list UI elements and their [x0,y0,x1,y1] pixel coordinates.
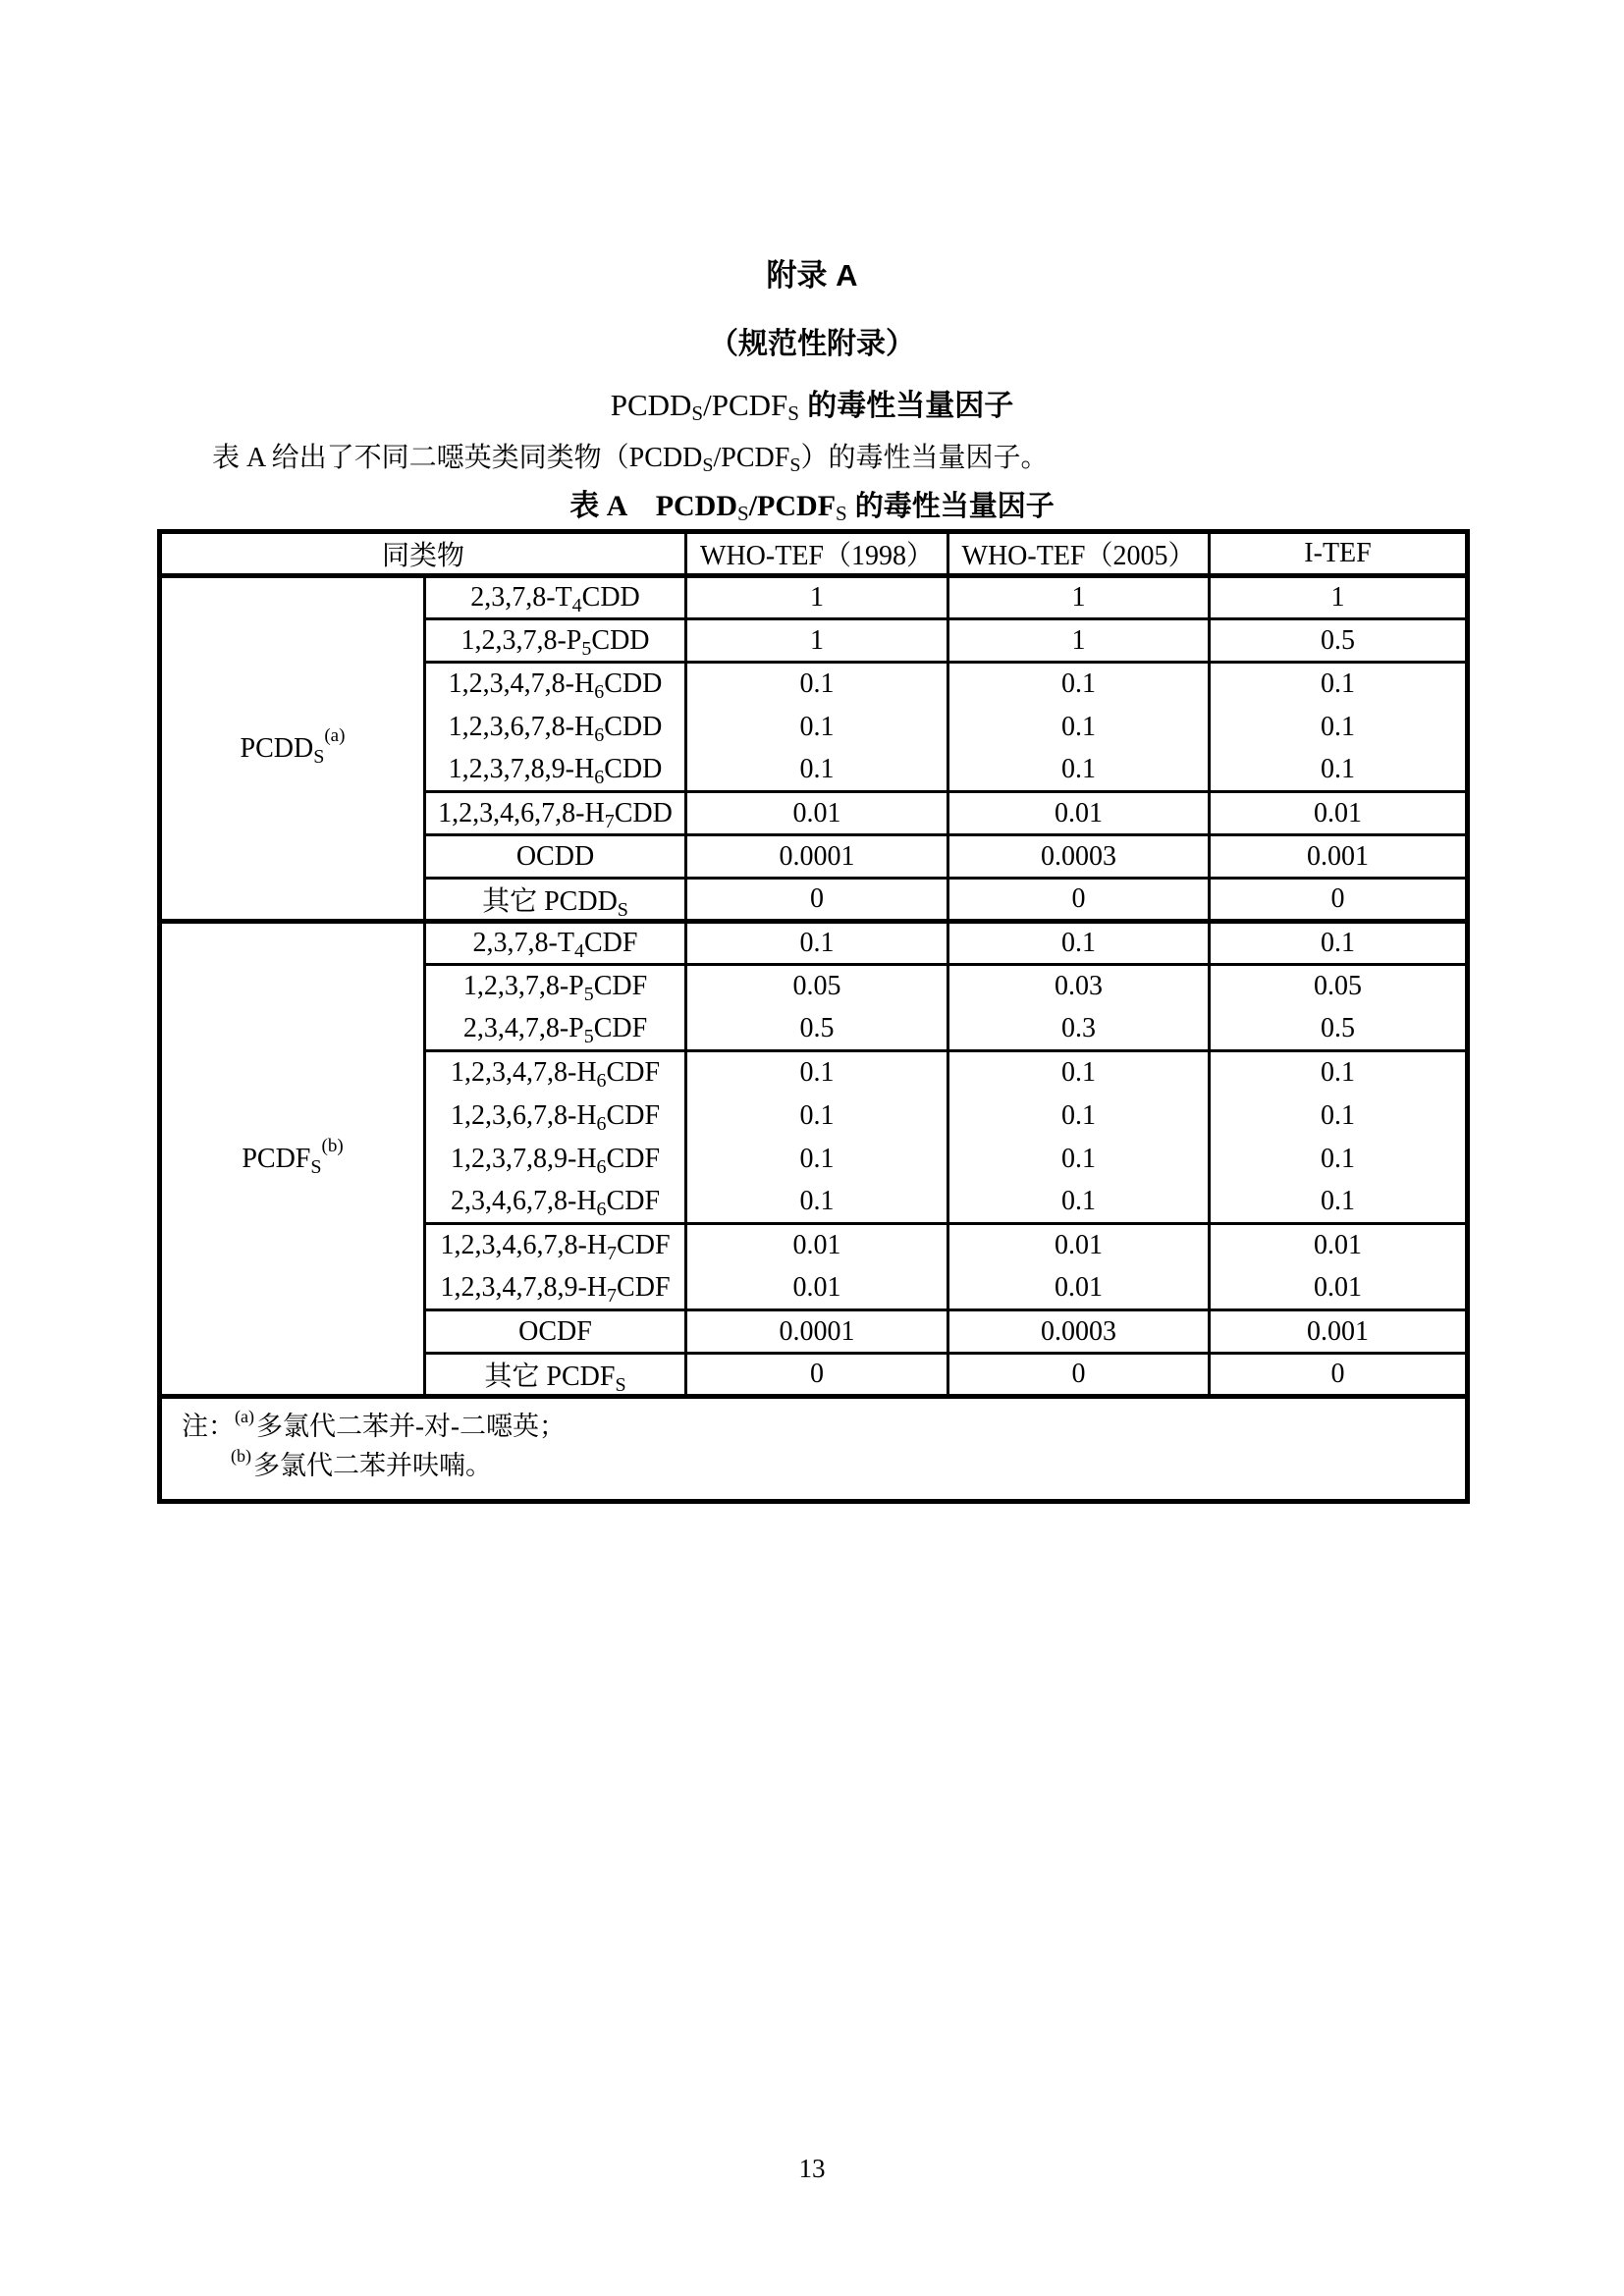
tef-value-cell: 0 [948,1354,1210,1397]
subscript: S [787,401,799,425]
congener-cell [425,1267,686,1310]
congener-sub: 6 [594,766,605,788]
congener-cell [425,663,686,706]
caption-latin: 表 A PCDD [569,490,738,522]
subscript: S [691,401,704,425]
congener-sub: 7 [607,1243,618,1265]
tef-value-cell: 0.01 [1210,1224,1468,1267]
congener-pre: 1,2,3,7,8,9-H [448,753,595,784]
congener-cell [425,922,686,965]
tef-value-cell: 1 [686,576,948,619]
tef-value-cell: 0.1 [686,1095,948,1138]
table-row [160,576,1468,619]
tef-value-cell: 0.1 [1210,749,1468,792]
footnote-marker-a: (a) [324,724,346,746]
tef-value-cell: 0.01 [948,792,1210,835]
group-base: PCDF [242,1143,311,1174]
congener-cell [425,749,686,792]
congener-post: CDD [614,797,673,828]
congener-cell [425,1095,686,1138]
tef-value-cell: 0.001 [1210,835,1468,879]
congener-cell [425,619,686,663]
subscript: S [836,502,847,525]
congener-post: CDD [581,582,640,613]
footnote-b [182,1446,1455,1485]
congener-post: CDF [606,1099,661,1131]
table-header-row [160,532,1468,576]
tef-value-cell: 1 [948,576,1210,619]
footnote-a [182,1407,1455,1446]
congener-post: CDD [604,711,663,742]
congener-sub: 5 [583,984,594,1006]
congener-sub: 5 [583,1025,594,1047]
congener-cell [425,1138,686,1181]
tef-value-cell: 0 [686,1354,948,1397]
congener-sub: S [615,1374,626,1396]
congener-post: CDF [617,1271,671,1303]
subscript: S [737,502,749,525]
tef-value-cell: 0.5 [686,1008,948,1051]
tef-value-cell: 0.01 [1210,792,1468,835]
footnote-marker-a: (a) [235,1407,254,1426]
tef-value-cell: 0.1 [1210,663,1468,706]
congener-post: CDF [593,971,648,1002]
table-note [162,1399,1465,1499]
tef-value-cell: 0.1 [686,1181,948,1224]
congener-post: CDF [606,1057,661,1089]
congener-post: CDF [593,1012,648,1043]
congener-post: CDD [604,753,663,784]
tef-value-cell: 0.001 [1210,1310,1468,1354]
congener-pre: 2,3,4,6,7,8-H [451,1185,597,1216]
congener-post: CDF [606,1185,661,1216]
congener-pre: 1,2,3,4,7,8-H [448,668,595,700]
tef-value-cell: 0.1 [948,1051,1210,1095]
congener-pre: 1,2,3,7,8-P [460,624,582,656]
congener-post: CDD [591,624,650,656]
footnote-b-text: 多氯代二苯并呋喃。 [253,1451,492,1480]
paragraph-text: 表 A 给出了不同二噁英类同类物（PCDD [212,443,703,473]
tef-value-cell: 0.1 [686,922,948,965]
subscript: S [313,745,325,768]
congener-pre: 1,2,3,6,7,8-H [448,711,595,742]
congener-cell [425,792,686,835]
tef-value-cell: 0.03 [948,965,1210,1008]
appendix-title: 附录 A [766,258,858,293]
note-label: 注： [182,1412,235,1441]
tef-value-cell: 0.01 [948,1224,1210,1267]
tef-value-cell: 0.3 [948,1008,1210,1051]
tef-value-cell: 0.1 [948,663,1210,706]
section-title-latin: /PCDF [703,388,788,422]
table-row [160,922,1468,965]
tef-value-cell: 0.0003 [948,1310,1210,1354]
tef-value-cell: 0.1 [948,1095,1210,1138]
congener-cell [425,1008,686,1051]
tef-value-cell: 0.1 [1210,1138,1468,1181]
tef-value-cell: 0.0003 [948,835,1210,879]
tef-value-cell: 0.05 [1210,965,1468,1008]
congener-pre: 2,3,7,8-T [470,582,572,613]
congener-cell [425,879,686,922]
page-number: 13 [798,2154,826,2183]
congener-pre: OCDF [518,1315,592,1347]
congener-post: CDF [606,1143,661,1174]
header-who2005: WHO-TEF（2005） [948,532,1210,576]
congener-sub: 6 [596,1070,607,1093]
tef-value-cell: 0.1 [686,1138,948,1181]
section-title-cn: 的毒性当量因子 [798,390,1014,422]
tef-value-cell: 0 [948,879,1210,922]
congener-post: CDF [583,928,638,958]
congener-cell [425,706,686,749]
body-paragraph [157,442,1467,475]
congener-pre: 1,2,3,7,8,9-H [451,1143,597,1174]
footnote-a-text: 多氯代二苯并-对-二噁英； [255,1412,566,1441]
congener-sub: 4 [573,940,584,962]
group-label-pcdfs [160,922,425,1397]
congener-sub: 4 [571,595,582,616]
tef-value-cell: 0.1 [1210,1051,1468,1095]
congener-cell [425,1310,686,1354]
header-itef: I-TEF [1210,532,1468,576]
congener-sub: 7 [604,810,615,832]
congener-pre: 1,2,3,4,6,7,8-H [440,1230,608,1261]
congener-sub: S [617,899,628,921]
tef-value-cell: 0.01 [1210,1267,1468,1310]
congener-pre: OCDD [515,840,595,872]
tef-value-cell: 0.05 [686,965,948,1008]
congener-cell [425,1051,686,1095]
footnote-marker-b: (b) [231,1446,251,1466]
tef-value-cell: 0.1 [686,1051,948,1095]
tef-value-cell: 0.01 [686,792,948,835]
congener-cell [425,1354,686,1397]
tef-value-cell: 1 [1210,576,1468,619]
normative-subtitle: （规范性附录） [709,328,915,360]
congener-sub: 6 [594,723,605,746]
congener-pre: 2,3,7,8-T [472,928,574,958]
congener-pre: 1,2,3,7,8-P [462,971,584,1002]
paragraph-text: /PCDF [713,443,790,473]
subscript: S [310,1155,322,1178]
table-note-cell [160,1397,1468,1502]
table-caption [0,490,1624,523]
tef-value-cell: 0 [686,879,948,922]
caption-cn: 的毒性当量因子 [846,491,1055,522]
tef-value-cell: 0.1 [948,1138,1210,1181]
tef-value-cell: 0.1 [1210,1181,1468,1224]
congener-pre: 其它 PCDF [484,1362,616,1392]
congener-pre: 2,3,4,7,8-P [462,1012,584,1043]
congener-sub: 5 [581,637,592,660]
tef-value-cell: 0.1 [686,663,948,706]
congener-sub: 6 [594,681,605,704]
congener-cell [425,1181,686,1224]
congener-cell [425,835,686,879]
tef-value-cell: 0.1 [948,706,1210,749]
tef-value-cell: 0.0001 [686,1310,948,1354]
congener-post: CDD [604,668,663,700]
tef-value-cell: 0.1 [948,1181,1210,1224]
tef-value-cell: 0 [1210,879,1468,922]
section-title-latin: PCDD [610,388,692,422]
congener-sub: 7 [607,1284,618,1307]
group-base: PCDD [240,732,314,764]
congener-sub: 6 [596,1198,607,1220]
header-congener: 同类物 [160,532,686,576]
section-title [0,389,1624,423]
congener-sub: 6 [596,1155,607,1178]
tef-value-cell: 0.5 [1210,1008,1468,1051]
tef-value-cell: 0.1 [948,922,1210,965]
tef-value-cell: 1 [948,619,1210,663]
congener-cell [425,576,686,619]
congener-cell [425,965,686,1008]
tef-value-cell: 0.01 [686,1224,948,1267]
congener-pre: 1,2,3,4,7,8-H [451,1057,597,1089]
tef-value-cell: 0.1 [1210,706,1468,749]
tef-value-cell: 0.1 [686,749,948,792]
tef-value-cell: 0 [1210,1354,1468,1397]
tef-value-cell: 0.01 [686,1267,948,1310]
congener-pre: 1,2,3,4,7,8,9-H [440,1271,608,1303]
tef-value-cell: 0.1 [948,749,1210,792]
tef-value-cell: 0.1 [1210,1095,1468,1138]
tef-table [157,529,1470,1504]
tef-value-cell: 0.0001 [686,835,948,879]
header-who1998: WHO-TEF（1998） [686,532,948,576]
congener-post: CDF [617,1230,671,1261]
congener-cell [425,1224,686,1267]
congener-pre: 1,2,3,4,6,7,8-H [438,797,605,828]
footnote-marker-b: (b) [321,1135,344,1156]
tef-value-cell: 0.5 [1210,619,1468,663]
group-label-pcdds [160,576,425,922]
subscript: S [702,454,714,476]
tef-value-cell: 0.1 [686,706,948,749]
tef-value-cell: 0.01 [948,1267,1210,1310]
caption-latin: /PCDF [748,490,837,522]
tef-value-cell: 1 [686,619,948,663]
table-note-row [160,1397,1468,1502]
congener-pre: 1,2,3,6,7,8-H [451,1099,597,1131]
tef-value-cell: 0.1 [1210,922,1468,965]
congener-pre: 其它 PCDD [482,886,618,917]
subscript: S [789,454,801,476]
paragraph-text: ）的毒性当量因子。 [800,443,1049,473]
congener-sub: 6 [596,1112,607,1135]
